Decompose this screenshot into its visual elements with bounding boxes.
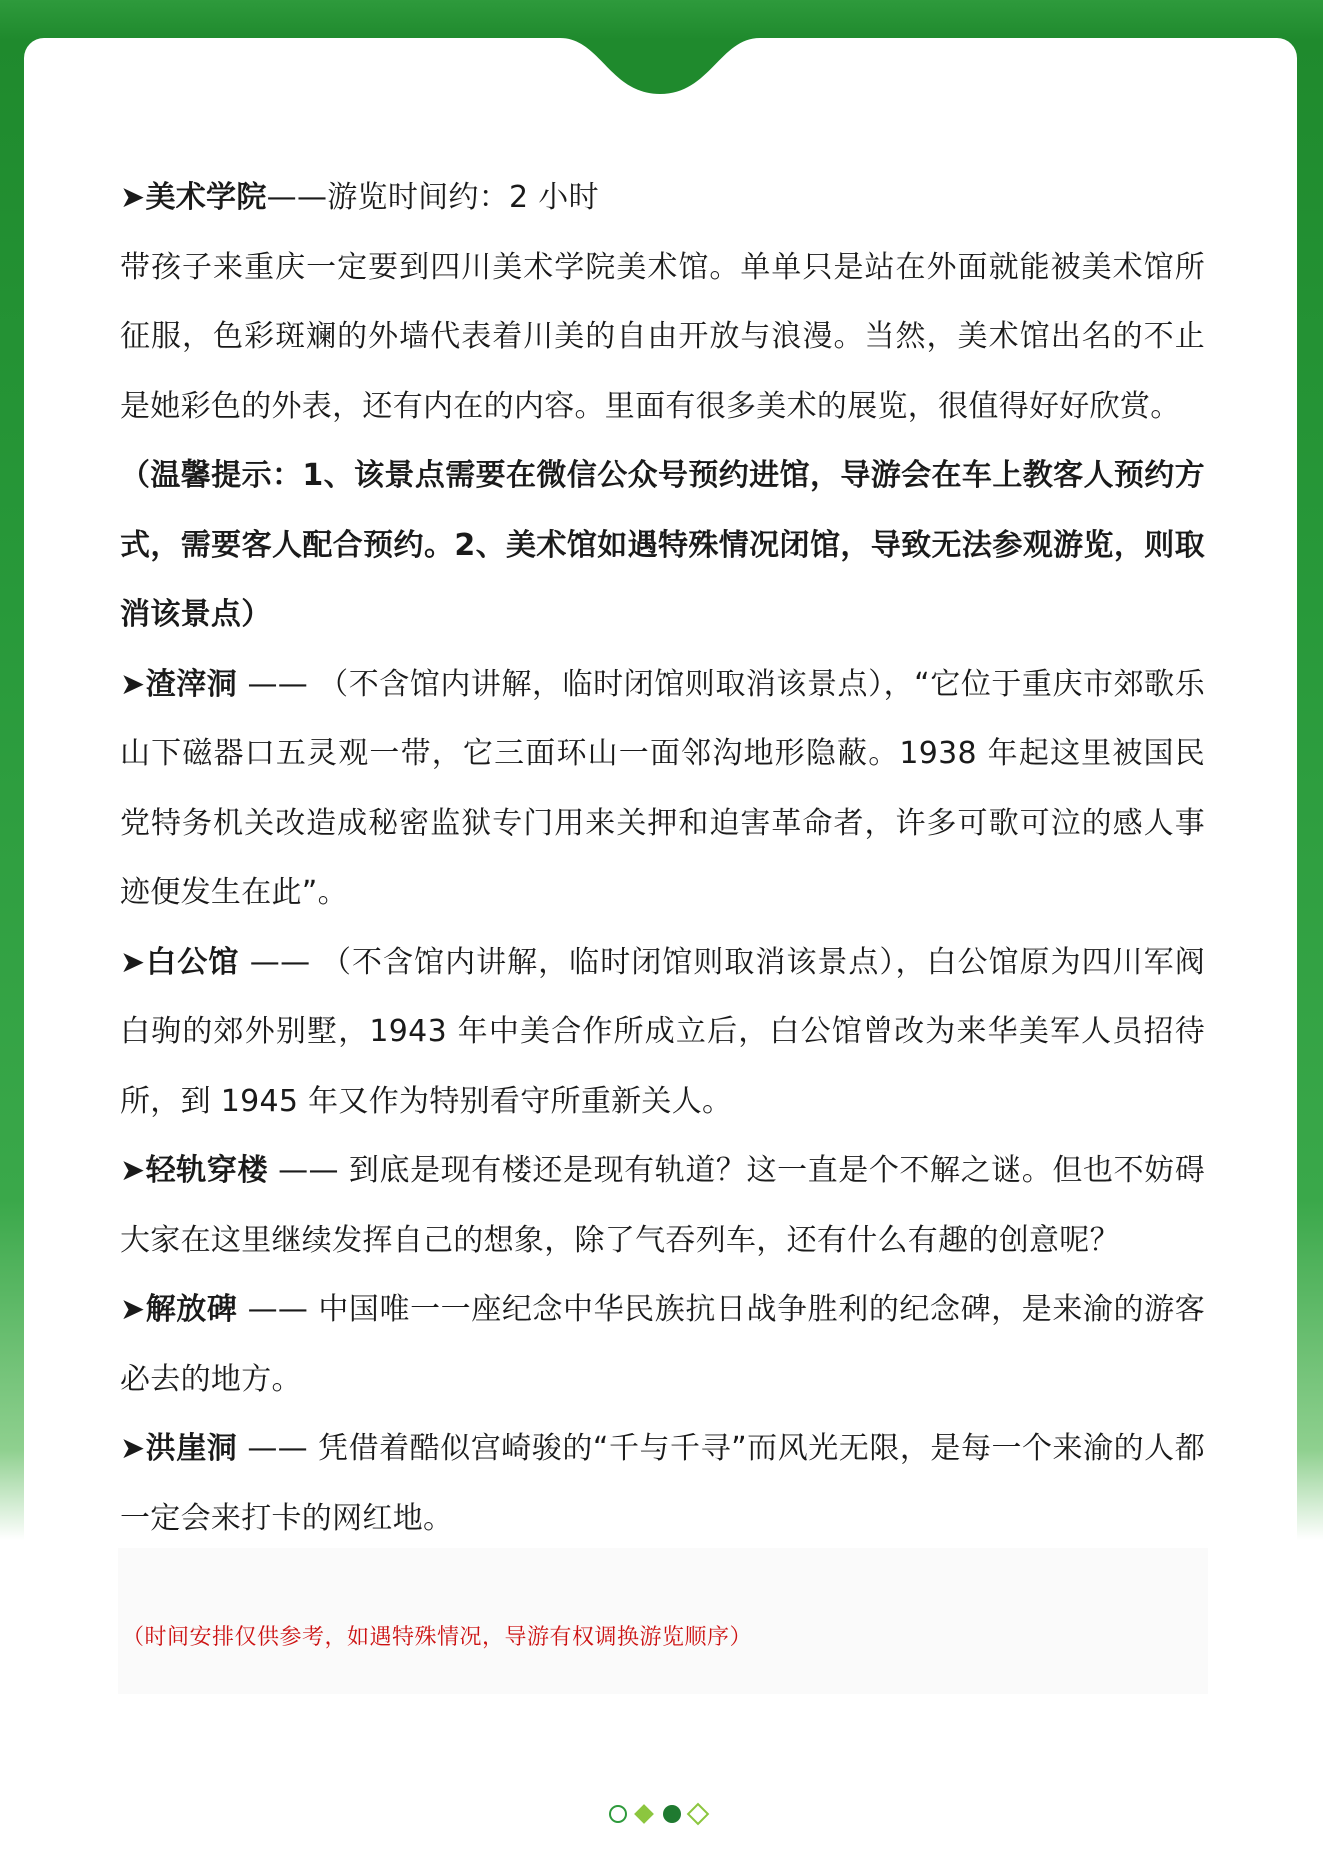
section-body: —— 到底是现有楼还是现有轨道？这一直是个不解之谜。但也不妨碍大家在这里继续发挥自己的想象，除了气吞列车，还有什么有趣的创意呢？ bbox=[120, 1153, 1205, 1258]
section-title: 渣滓洞 bbox=[145, 666, 238, 702]
section-title: 白公馆 bbox=[145, 944, 240, 980]
schedule-note: （时间安排仅供参考，如遇特殊情况，导游有权调换游览顺序） bbox=[122, 1625, 753, 1650]
top-notch bbox=[560, 38, 760, 94]
arrow-icon: ➤ bbox=[120, 180, 146, 215]
arrow-icon: ➤ bbox=[120, 944, 146, 980]
section-body: —— 中国唯一一座纪念中华民族抗日战争胜利的纪念碑，是来渝的游客必去的地方。 bbox=[120, 1292, 1205, 1397]
section-hongyadong bbox=[120, 1414, 1205, 1553]
page-indicator bbox=[608, 1802, 718, 1826]
arrow-icon: ➤ bbox=[120, 666, 146, 702]
section-title: 洪崖洞 bbox=[145, 1431, 238, 1466]
itinerary-text bbox=[120, 163, 1205, 1623]
section-body: —— （不含馆内讲解，临时闭馆则取消该景点），白公馆原为四川军阀白驹的郊外别墅，1943 年中美合作所成立后，白公馆曾改为来华美军人员招待所，到 1945 年又作为特别看守所重新关人。 bbox=[120, 944, 1205, 1119]
arrow-icon: ➤ bbox=[120, 1292, 146, 1327]
diamond-icon bbox=[634, 1804, 654, 1824]
section-meishu bbox=[120, 163, 1205, 233]
section-title: 轻轨穿楼 bbox=[145, 1153, 269, 1188]
section-qingguichuanlou bbox=[120, 1136, 1205, 1275]
section-title: 解放碑 bbox=[145, 1292, 238, 1327]
warm-tip: （温馨提示：1、该景点需要在微信公众号预约进馆，导游会在车上教客人预约方式，需要客人配合预约。2、美术馆如遇特殊情况闭馆，导致无法参观游览，则取消该景点） bbox=[120, 458, 1205, 632]
section-body: —— （不含馆内讲解，临时闭馆则取消该景点），“它位于重庆市郊歌乐山下磁器口五灵观一带，它三面环山一面邻沟地形隐蔽。1938 年起这里被国民党特务机关改造成秘密监狱专门用来关押和迫害革命者，许多可歌可泣的感人事迹便发生在此”。 bbox=[120, 666, 1205, 910]
dot-icon bbox=[663, 1805, 681, 1823]
section-body: 带孩子来重庆一定要到四川美术学院美术馆。单单只是站在外面就能被美术馆所征服，色彩斑斓的外墙代表着川美的自由开放与浪漫。当然，美术馆出名的不止是她彩色的外表，还有内在的内容。里面有很多美术的展览，很值得好好欣赏。 bbox=[120, 249, 1205, 424]
arrow-icon: ➤ bbox=[120, 1153, 146, 1188]
section-body: —— 凭借着酷似宫崎骏的“千与千寻”而风光无限，是每一个来渝的人都一定会来打卡的网红地。 bbox=[120, 1431, 1206, 1536]
section-duration: ——游览时间约：2 小时 bbox=[266, 180, 599, 215]
section-jiefangbei bbox=[120, 1275, 1205, 1414]
dot-icon bbox=[610, 1806, 626, 1822]
section-zhazidong bbox=[120, 650, 1205, 928]
diamond-icon bbox=[688, 1804, 708, 1824]
section-baigongguan bbox=[120, 928, 1205, 1137]
arrow-icon: ➤ bbox=[120, 1431, 146, 1466]
section-title: 美术学院 bbox=[145, 180, 267, 215]
